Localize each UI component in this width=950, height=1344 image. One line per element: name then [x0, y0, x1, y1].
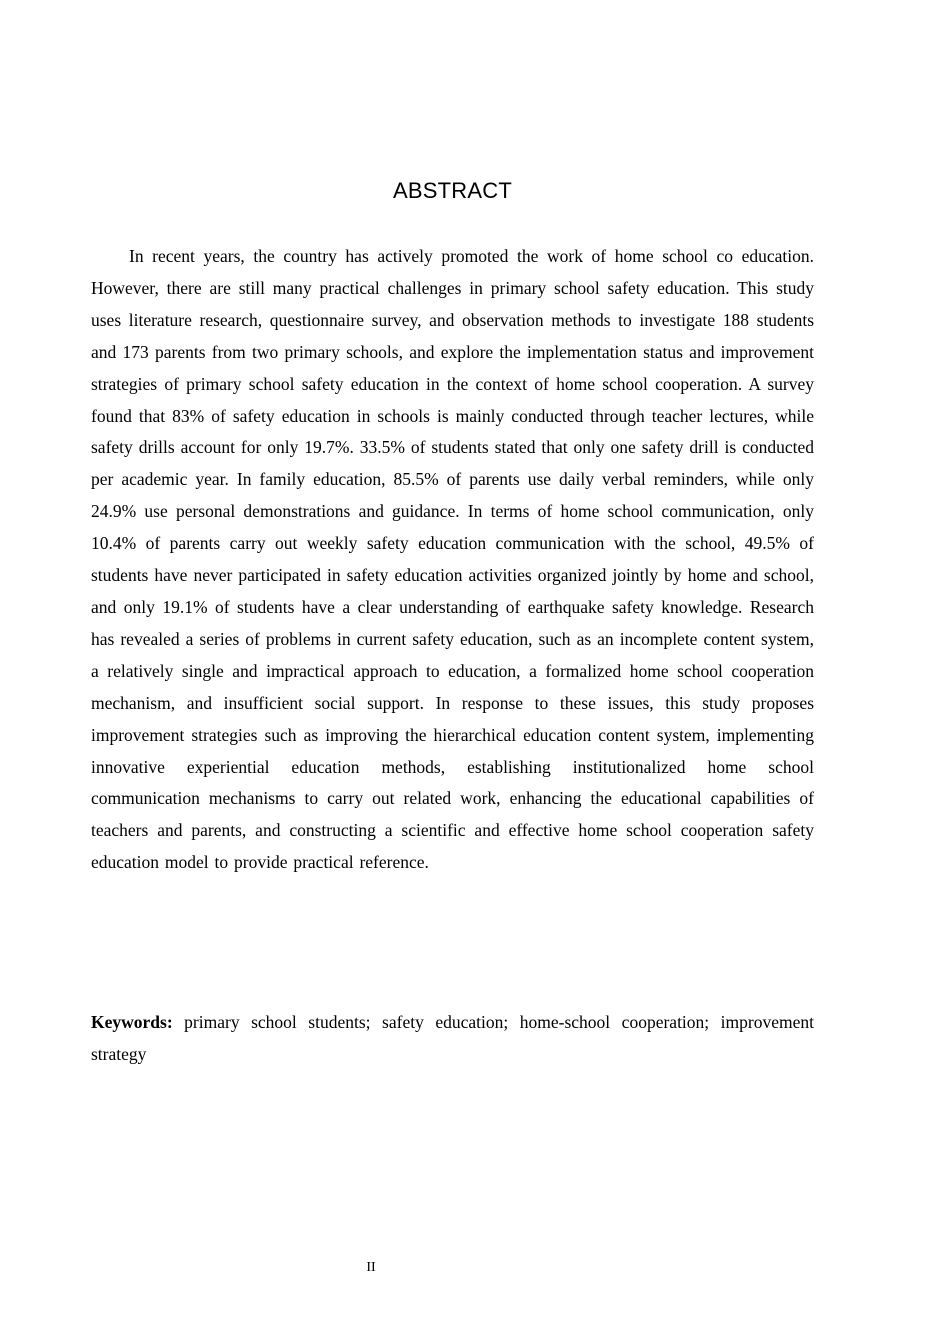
abstract-paragraph: In recent years, the country has actively promoted the work of home school co education. However, there are still many practical challenges in primary school safety education. This study uses literature research, questionnaire survey, and observation methods to investigate 188 students and 173 parents from two primary schools, and explore the implementation status and improvement strategies of primary school safety education in the context of home school cooperation. A survey found that 83% of safety education in schools is mainly conducted through teacher lectures, while safety drills account for only 19.7%. 33.5% of students stated that only one safety drill is conducted per academic year. In family education, 85.5% of parents use daily verbal reminders, while only 24.9% use personal demonstrations and guidance. In terms of home school communication, only 10.4% of parents carry out weekly safety education communication with the school, 49.5% of students have never participated in safety education activities organized jointly by home and school, and only 19.1% of students have a clear understanding of earthquake safety knowledge. Research has revealed a series of problems in current safety education, such as an incomplete content system, a relatively single and impractical approach to education, a formalized home school cooperation mechanism, and insufficient social support. In response to these issues, this study proposes improvement strategies such as improving the hierarchical education content system, implementing innovative experiential education methods, establishing institutionalized home school communication mechanisms to carry out related work, enhancing the educational capabilities of teachers and parents, and constructing a scientific and effective home school cooperation safety education model to provide practical reference.: [91, 246, 814, 873]
keywords-paragraph: [91, 1007, 814, 1070]
page-number: II: [366, 1260, 376, 1275]
abstract-title: ABSTRACT: [393, 178, 512, 203]
keywords-label: Keywords:: [91, 1012, 173, 1032]
keywords-list: primary school students; safety education; home-school cooperation; improvement strategy: [91, 1012, 814, 1064]
